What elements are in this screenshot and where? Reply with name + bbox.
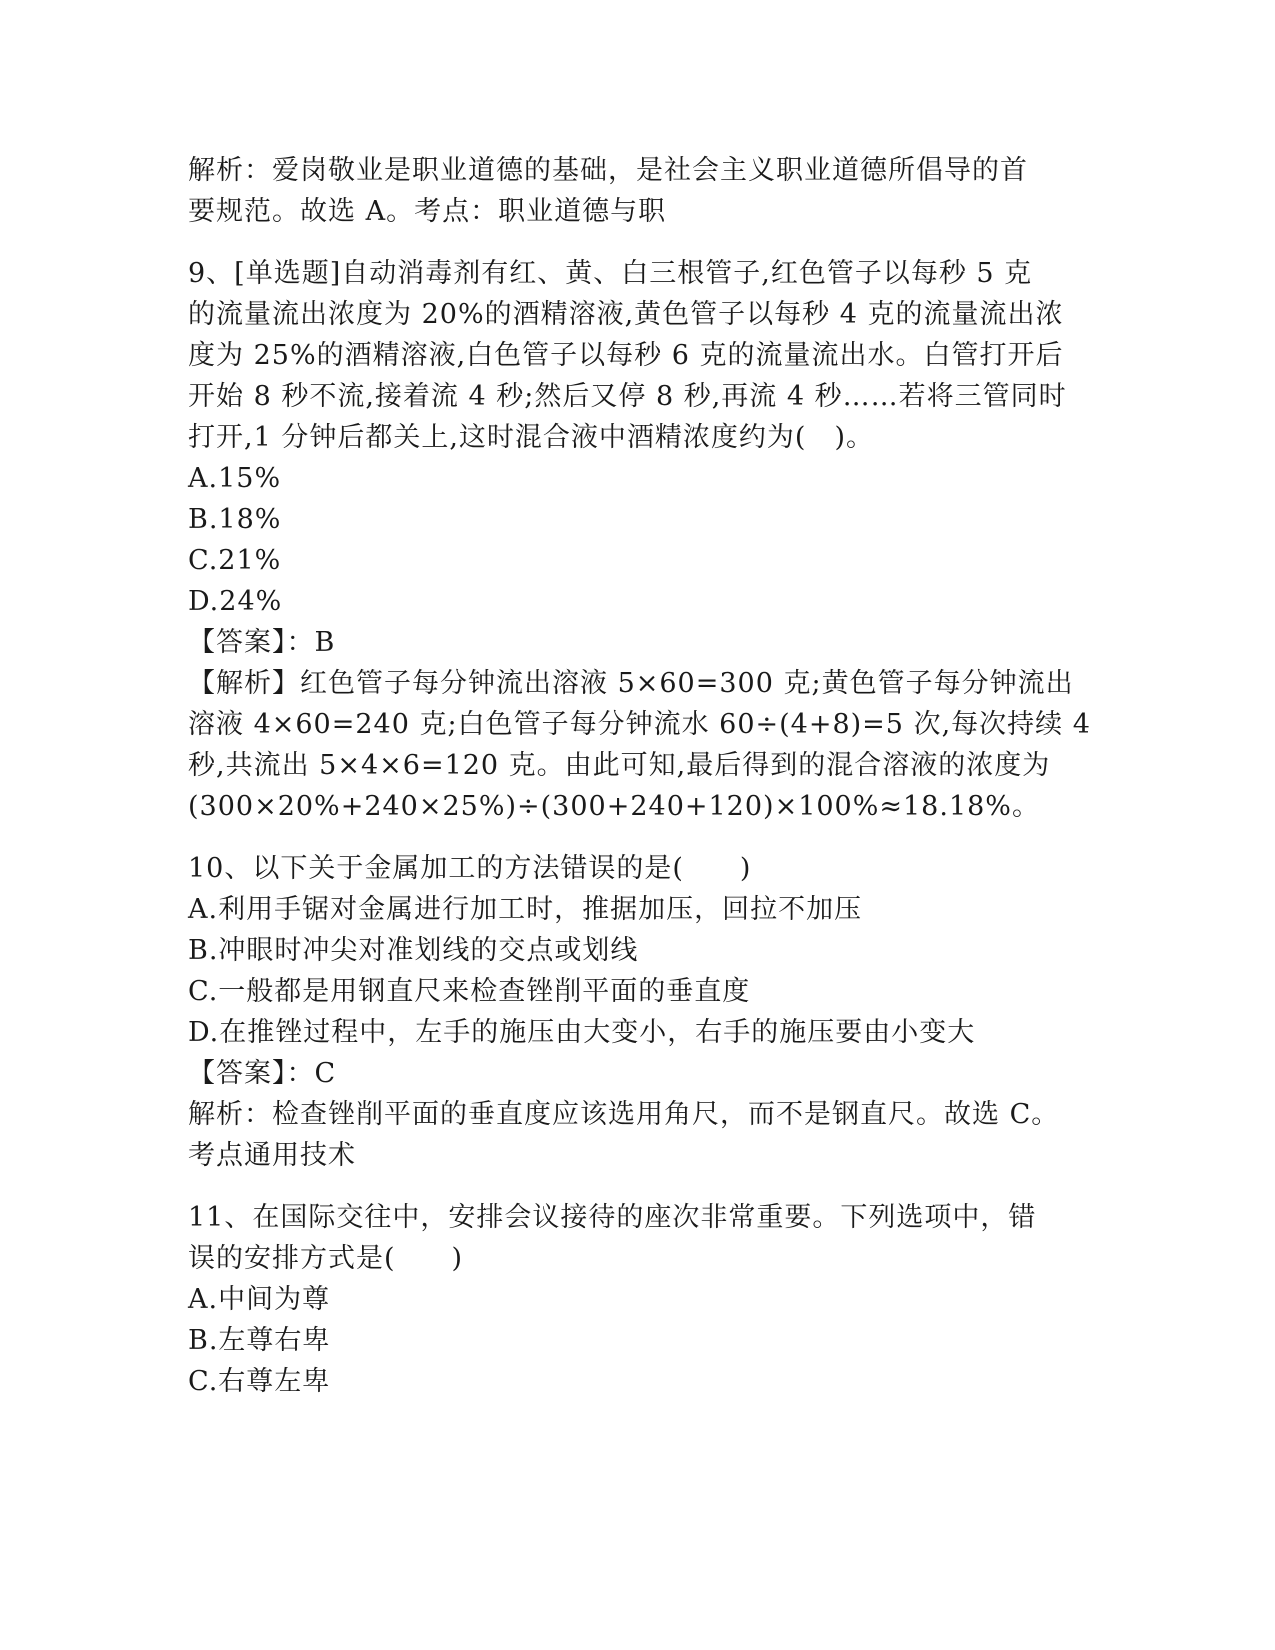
option-c: C.21%	[188, 545, 282, 576]
option-c: C.一般都是用钢直尺来检查锉削平面的垂直度	[188, 976, 751, 1007]
question-stem-line: 打开,1 分钟后都关上,这时混合液中酒精浓度约为( )。	[188, 422, 874, 453]
question-stem-line: 9、[单选题]自动消毒剂有红、黄、白三根管子,红色管子以每秒 5 克	[188, 258, 1033, 289]
question-stem-line: 的流量流出浓度为 20%的酒精溶液,黄色管子以每秒 4 克的流量流出浓	[188, 299, 1064, 330]
question-9	[188, 253, 1091, 827]
document-page	[188, 150, 1091, 1402]
explanation-line: 解析：爱岗敬业是职业道德的基础，是社会主义职业道德所倡导的首	[188, 155, 1028, 186]
option-d: D.24%	[188, 586, 283, 617]
option-a: A.利用手锯对金属进行加工时，推据加压，回拉不加压	[188, 894, 863, 925]
explanation-line: 考点通用技术	[188, 1140, 356, 1171]
answer-line: 【答案】：B	[188, 627, 336, 658]
option-b: B.左尊右卑	[188, 1325, 331, 1356]
question-10	[188, 848, 1088, 1176]
explanation-line: 溶液 4×60=240 克;白色管子每分钟流水 60÷(4+8)=5 次,每次持续 4	[188, 709, 1091, 740]
option-a: A.15%	[188, 463, 282, 494]
question-stem-line: 10、以下关于金属加工的方法错误的是( )	[188, 853, 752, 884]
question-11	[188, 1197, 1088, 1402]
option-a: A.中间为尊	[188, 1284, 331, 1315]
explanation-line: 秒,共流出 5×4×6=120 克。由此可知,最后得到的混合溶液的浓度为	[188, 750, 1051, 781]
question-stem-line: 开始 8 秒不流,接着流 4 秒;然后又停 8 秒,再流 4 秒……若将三管同时	[188, 381, 1067, 412]
explanation-line: 【解析】红色管子每分钟流出溶液 5×60=300 克;黄色管子每分钟流出	[188, 668, 1074, 699]
option-b: B.冲眼时冲尖对准划线的交点或划线	[188, 935, 639, 966]
question-stem-line: 误的安排方式是( )	[188, 1243, 464, 1274]
question-stem-line: 度为 25%的酒精溶液,白色管子以每秒 6 克的流量流出水。白管打开后	[188, 340, 1064, 371]
question-stem-line: 11、在国际交往中，安排会议接待的座次非常重要。下列选项中，错	[188, 1202, 1037, 1233]
prev-explanation	[188, 150, 1088, 232]
option-d: D.在推锉过程中，左手的施压由大变小，右手的施压要由小变大	[188, 1017, 976, 1048]
explanation-line: (300×20%+240×25%)÷(300+240+120)×100%≈18.18%。	[188, 791, 1040, 822]
answer-line: 【答案】：C	[188, 1058, 337, 1089]
option-c: C.右尊左卑	[188, 1366, 331, 1397]
option-b: B.18%	[188, 504, 282, 535]
explanation-line: 要规范。故选 A。考点：职业道德与职	[188, 196, 667, 227]
explanation-line: 解析：检查锉削平面的垂直度应该选用角尺，而不是钢直尺。故选 C。	[188, 1099, 1060, 1130]
